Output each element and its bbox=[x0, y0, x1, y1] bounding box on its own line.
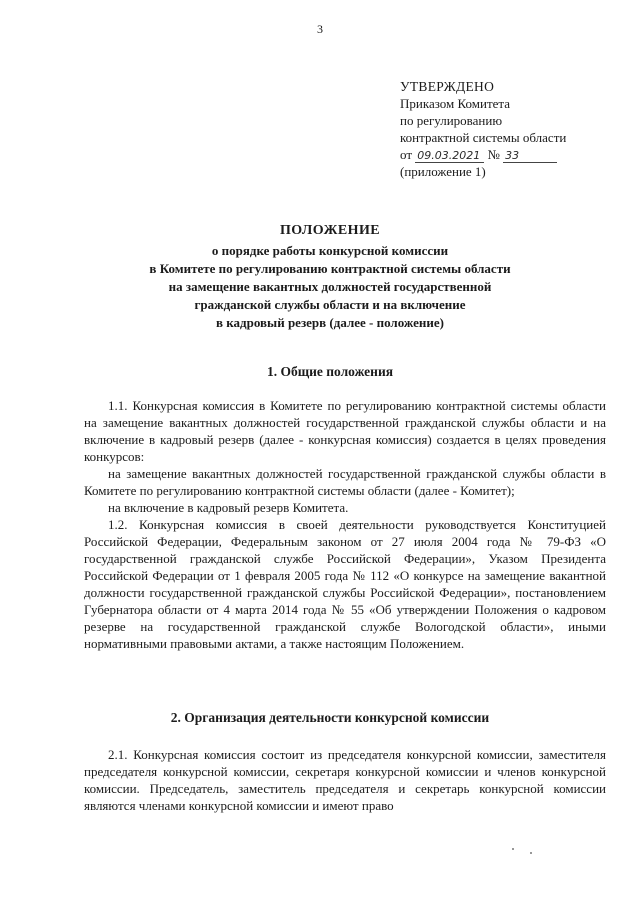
page-number: 3 bbox=[317, 22, 323, 36]
paragraph-2-1: 2.1. Конкурсная комиссия состоит из председателя конкурсной комиссии, заместителя председателя конкурсной комиссии, секретаря конкурсной комиссии и членов конкурсной комиссии. Председатель, заместитель председателя и секретарь конкурсной комиссии являются членами конкурсной комиссии и имеют право bbox=[84, 747, 606, 813]
title-line-3: на замещение вакантных должностей государственной bbox=[168, 279, 492, 294]
paragraph-1-1: 1.1. Конкурсная комиссия в Комитете по регулированию контрактной системы области на замещение вакантных должностей государственной гражданской службы области и на включение в кадровый резерв (далее - конкурсная комиссия) создается в целях проведения конкурсов: bbox=[84, 398, 606, 464]
approval-stamp bbox=[400, 78, 620, 180]
section-1-body bbox=[84, 397, 606, 652]
approval-line-3: контрактной системы области bbox=[400, 130, 567, 145]
approval-date-line bbox=[400, 146, 620, 163]
approval-heading: УТВЕРЖДЕНО bbox=[400, 79, 495, 94]
paragraph-1-1-a: на замещение вакантных должностей государственной гражданской службы области в Комитете по регулированию контрактной системы области (далее - Комитет); bbox=[84, 466, 606, 498]
title-line-5: в кадровый резерв (далее - положение) bbox=[215, 315, 445, 330]
document-title bbox=[60, 222, 600, 332]
paragraph-1-2: 1.2. Конкурсная комиссия в своей деятельности руководствуется Конституцией Российской Федерации, Федеральным законом от 27 июля 2004 года № 79-ФЗ «О государственной гражданской службе Российской Федерации», Указом Президента Российской Федерации от 1 февраля 2005 года № 112 «О конкурсе на замещение вакантной должности государственной гражданской службы Российской Федерации», постановлением Губернатора области от 4 марта 2014 года № 55 «Об утверждении Положения о кадровом резерве на государственной гражданской службе Вологодской области», иными нормативными правовыми актами, а также настоящим Положением. bbox=[84, 517, 606, 651]
section-1-heading: 1. Общие положения bbox=[266, 364, 394, 379]
scan-speck bbox=[512, 848, 514, 850]
title-line-4: гражданской службы области и на включение bbox=[194, 297, 466, 312]
date-prefix: от bbox=[400, 147, 413, 162]
number-prefix: № bbox=[487, 147, 500, 162]
title-line-1: о порядке работы конкурсной комиссии bbox=[211, 243, 449, 258]
section-2-body bbox=[84, 746, 606, 814]
paragraph-1-1-b: на включение в кадровый резерв Комитета. bbox=[108, 500, 349, 515]
approval-line-1: Приказом Комитета bbox=[400, 96, 511, 111]
handwritten-number: 33 bbox=[503, 149, 557, 163]
scan-speck bbox=[530, 852, 532, 854]
approval-line-2: по регулированию bbox=[400, 113, 503, 128]
title-line-2: в Комитете по регулированию контрактной системы области bbox=[149, 261, 511, 276]
appendix-note: (приложение 1) bbox=[400, 164, 486, 179]
title-main: ПОЛОЖЕНИЕ bbox=[280, 223, 380, 238]
handwritten-date: 09.03.2021 bbox=[415, 149, 484, 163]
section-2-heading: 2. Организация деятельности конкурсной комиссии bbox=[170, 710, 490, 725]
